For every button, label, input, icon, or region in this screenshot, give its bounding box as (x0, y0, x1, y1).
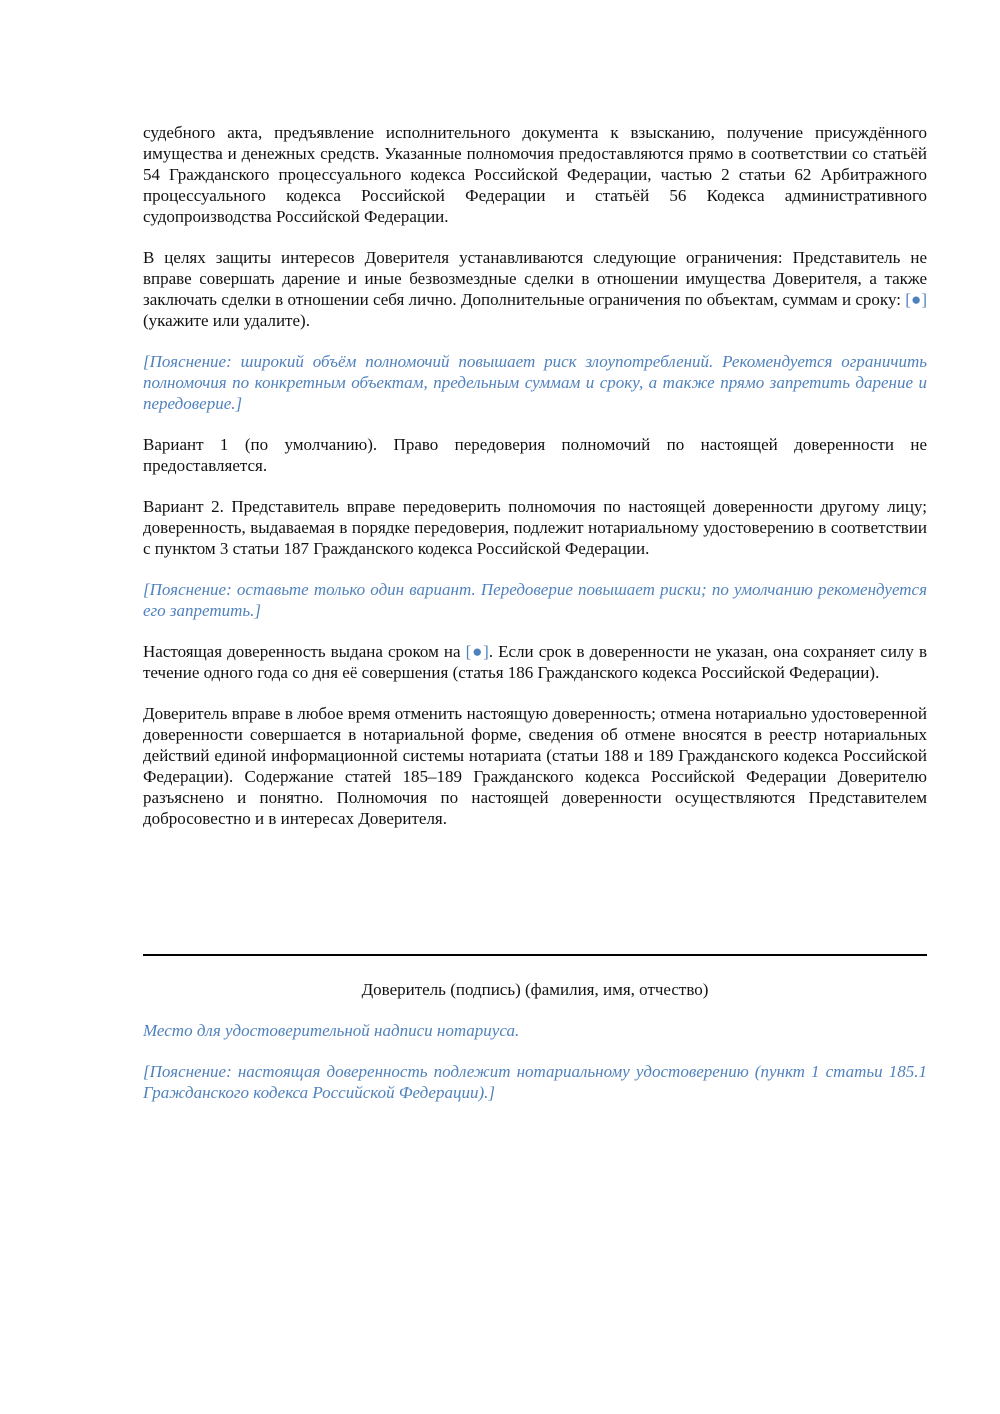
explanation-note-notary: [Пояснение: настоящая доверенность подлежит нотариальному удостоверению (пункт 1 статьи 185.1 Гражданского кодекса Российской Федерации).] (143, 1062, 927, 1102)
signature-line (143, 954, 927, 956)
paragraph-restrictions (143, 247, 927, 331)
term-text: Настоящая доверенность выдана сроком на (143, 642, 466, 661)
signature-caption: Доверитель (подпись) (фамилия, имя, отчество) (361, 980, 709, 999)
explanation-note-powers: [Пояснение: широкий объём полномочий повышает риск злоупотреблений. Рекомендуется ограничить полномочия по конкретным объектам, предельным суммам и сроку, а также прямо запретить дарение и передоверие.] (143, 352, 927, 413)
document-page (143, 122, 927, 1123)
paragraph-variant-1: Вариант 1 (по умолчанию). Право передоверия полномочий по настоящей доверенности не предоставляется. (143, 435, 927, 475)
term-text-end: . Если срок в доверенности не указан, она сохраняет силу в течение одного года со дня её совершения (статья 186 Гражданского кодекса Российской Федерации). (143, 642, 927, 682)
term-placeholder: [●] (465, 642, 489, 661)
paragraph-term (143, 641, 927, 683)
paragraph-revocation: Доверитель вправе в любое время отменить настоящую доверенность; отмена нотариально удостоверенной доверенности совершается в нотариальной форме, сведения об отмене вносятся в реестр нотариальных действий единой информационной системы нотариата (статьи 188 и 189 Гражданского кодекса Российской Федерации). Содержание статей 185–189 Гражданского кодекса Российской Федерации Доверителю разъяснено и понятно. Полномочия по настоящей доверенности осуществляются Представителем добросовестно и в интересах Доверителя. (143, 704, 927, 828)
restrictions-placeholder: [●] (905, 290, 927, 309)
paragraph-powers-continuation: судебного акта, предъявление исполнительного документа к взысканию, получение присуждённого имущества и денежных средств. Указанные полномочия предоставляются прямо в соответствии со статьёй 54 Гражданского процессуального кодекса Российской Федерации, частью 2 статьи 62 Арбитражного процессуального кодекса Российской Федерации и статьёй 56 Кодекса административного судопроизводства Российской Федерации. (143, 123, 927, 226)
notary-place: Место для удостоверительной надписи нотариуса. (143, 1021, 520, 1040)
signature-spacer (143, 849, 927, 954)
restrictions-text: В целях защиты интересов Доверителя устанавливаются следующие ограничения: Представитель не вправе совершать дарение и иные безвозмездные сделки в отношении имущества Доверителя, а также заключать сделки в отношении себя лично. Дополнительные ограничения по объектам, суммам и сроку: (143, 248, 927, 309)
restrictions-text-end: (укажите или удалите). (143, 311, 310, 330)
paragraph-variant-2: Вариант 2. Представитель вправе передоверить полномочия по настоящей доверенности другому лицу; доверенность, выдаваемая в порядке передоверия, подлежит нотариальному удостоверению в соответствии с пунктом 3 статьи 187 Гражданского кодекса Российской Федерации. (143, 497, 927, 558)
explanation-note-variants: [Пояснение: оставьте только один вариант. Передоверие повышает риски; по умолчанию рекомендуется его запретить.] (143, 580, 927, 620)
